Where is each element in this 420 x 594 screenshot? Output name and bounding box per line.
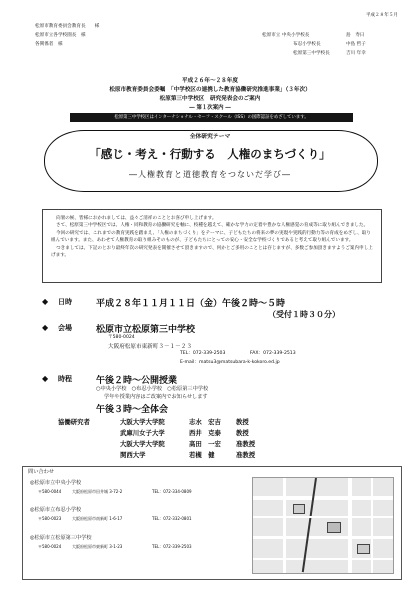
contact-school-2-postal: 〒580-0023 — [38, 516, 62, 521]
theme-title: 「感じ・考え・行動する 人権のまちづくり」 — [89, 147, 331, 161]
contact-school-2-tel: TEL：072-332-0801 — [152, 516, 192, 521]
greeting-paragraph-1: 向暑の候、皆様におかれましては、益々ご清祥のこととお喜び申し上げます。 — [56, 216, 217, 221]
recipient-3: 各関係者 様 — [35, 42, 63, 47]
advisor-name-4: 若槻 健 — [189, 451, 215, 459]
header-years: 平成２６年～２８年度 — [182, 78, 238, 84]
bullet-icon: ◆ — [42, 297, 49, 306]
venue-name: 松原市立松原第三中学校 — [96, 325, 196, 335]
school-marker-icon — [327, 522, 341, 533]
program-plenary: 午後３時～全体会 — [96, 405, 169, 415]
contact-school-3-address: 大阪府松原市東新町 3-1-23 — [72, 544, 123, 549]
venue-address: 大阪府松原市東新町３－１－２３ — [108, 344, 192, 350]
venue-email: E-mail：matsu3@matsubara-k-kokoro.ed.jp — [180, 360, 280, 365]
contact-school-3-postal: 〒580-0024 — [38, 544, 62, 549]
advisor-title-2: 教授 — [236, 429, 249, 437]
contact-title: 問い合わせ — [28, 469, 54, 475]
header-notice-number: ― 第１次案内 ― — [189, 105, 231, 111]
advisor-title-3: 准教授 — [236, 440, 256, 448]
advisor-org-1: 大阪大学大学院 — [120, 418, 165, 426]
theme-label: 全体研究テーマ — [189, 134, 231, 140]
advisor-org-2: 武庫川女子大学 — [120, 429, 165, 437]
sender-role-1: 松原市立 中央小学校長 — [262, 33, 310, 38]
contact-school-1-address: 大阪府松原市田井城 3-72-2 — [72, 489, 123, 494]
issue-date: 平成２８年５月 — [365, 13, 398, 18]
contact-school-2-name: ◎松原市立布忍小学校 — [30, 507, 82, 513]
advisor-name-2: 西井 克泰 — [189, 429, 221, 437]
advisor-org-3: 大阪大学大学院 — [120, 440, 165, 448]
bullet-icon: ◆ — [42, 374, 49, 383]
venue-tel: TEL：072-339-2503 — [180, 351, 226, 356]
advisor-name-3: 高田 一宏 — [189, 440, 221, 448]
contact-school-2-address: 大阪府松原市南新町 1-6-17 — [72, 516, 123, 521]
advisor-title-4: 准教授 — [236, 451, 256, 459]
contact-school-1-tel: TEL：072-334-0809 — [152, 489, 192, 494]
school-marker-icon — [293, 504, 305, 514]
location-map — [252, 477, 394, 574]
recipient-2: 松原市立各学校園長 様 — [35, 33, 86, 38]
greeting-paragraph-4: つきましては、下記のとおり最終年次の研究発表を開催させて頂きますので、何かとご多用のこととは存じますが、多数ご参加頂きますようご案内申し上げます。 — [51, 245, 373, 259]
bullet-icon: ◆ — [42, 323, 49, 332]
greeting-paragraph-3: 今回の研究では、これまでの教育実践を踏まえ、「人権のまちづくり」をテーマに、子どもたちの将来の夢の実現や実践的行動力等の育成をめざし、取り組んでいます。また、あわせて人権教育の取り組みそのものが、子どもたちにとっての安心・安全な学校づくりであると考えて取り組んでいます。 — [51, 230, 371, 244]
program-label: 時程 — [58, 375, 72, 383]
school-marker-icon — [357, 544, 370, 554]
sender-role-3: 松原第三中学校長 — [293, 51, 330, 56]
sender-role-2: 布忍小学校長 — [293, 42, 321, 47]
contact-school-3-name: ◎松原市立松原第三中学校 — [30, 535, 92, 541]
program-open-class: 午後２時～公開授業 — [96, 376, 178, 386]
datetime-label: 日時 — [58, 298, 72, 306]
program-schools: ○中央小学校 ○布忍小学校 ○松原第三中学校 — [96, 386, 209, 392]
venue-label: 会場 — [58, 324, 72, 332]
contact-school-3-tel: TEL：072-339-2503 — [152, 544, 192, 549]
header-project: 松原市教育委員会委嘱 「中学校区の連携した教育協働研究推進事業」（３年次） — [109, 87, 311, 93]
recipient-1: 松原市教育委員会教育長 様 — [35, 24, 100, 29]
reception-time: （受付１時３０分） — [268, 310, 340, 319]
venue-postal: 〒580-0024 — [108, 335, 135, 340]
theme-subtitle: ―人権教育と道徳教育をつないだ学び― — [129, 170, 291, 179]
header-invitation: 松原第三中学校区 研究発表会のご案内 — [159, 96, 261, 102]
iss-banner: 松原第三中学校区はインターナショナル・セーフ・スクール（ISS）の国際認証をめざしています。 — [70, 113, 353, 122]
venue-fax: FAX：072-339-2513 — [250, 351, 296, 356]
advisor-title-1: 教授 — [236, 418, 249, 426]
contact-school-1-postal: 〒580-0044 — [38, 489, 62, 494]
contact-school-1-name: ◎松原市立中央小学校 — [30, 480, 82, 486]
program-note: 学年や授業内容はご改案内でお知らせします — [104, 394, 208, 400]
advisor-org-4: 関西大学 — [120, 451, 146, 459]
greeting-box — [42, 209, 382, 283]
event-datetime: 平成２８年１１月１１日（金）午後２時～５時 — [96, 299, 286, 309]
sender-name-2: 中島 哲子 — [346, 42, 366, 47]
advisor-name-1: 志水 宏吉 — [189, 418, 221, 426]
sender-name-3: 吉川 年幸 — [346, 51, 366, 56]
greeting-paragraph-2: さて、松原第三中学校区では、人権・同和教育の協働研究を軸に、校種を越えて、確かな学力の定着や豊かな人権感覚の育成等に取り組んできました。 — [56, 223, 369, 229]
sender-name-1: 島 寿日 — [346, 33, 365, 38]
advisors-label: 協働研究者 — [58, 418, 90, 426]
